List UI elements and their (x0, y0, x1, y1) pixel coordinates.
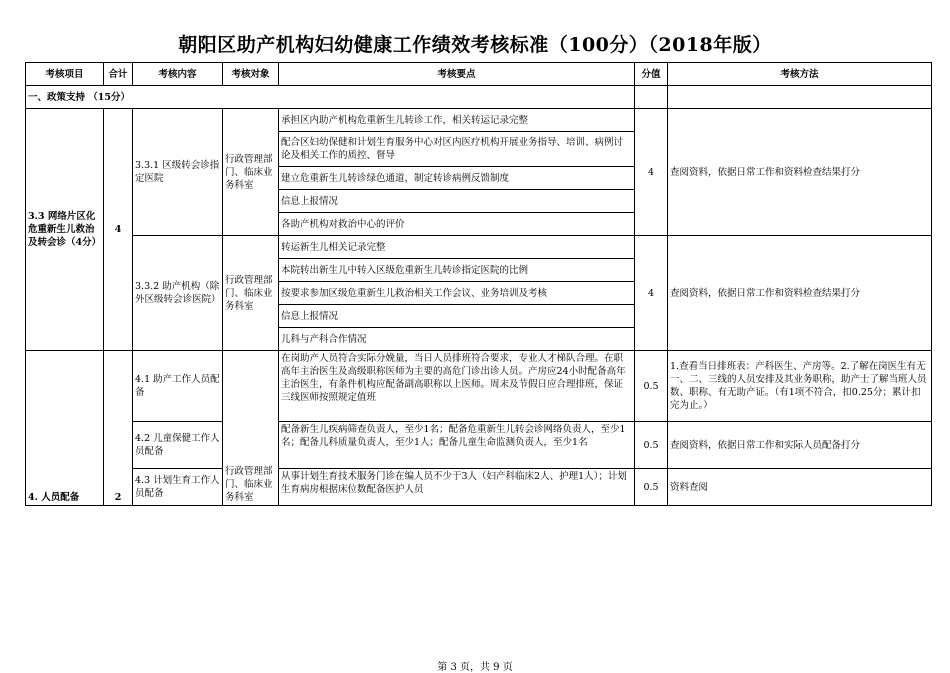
header-cell: 合计 (104, 63, 133, 86)
table-row (26, 469, 932, 506)
table-row (26, 236, 932, 259)
point-cell: 按要求参加区级危重新生儿救治相关工作会议、业务培训及考核 (279, 282, 635, 305)
section-heading: 一、政策支持 （15分） (26, 86, 635, 109)
content-cell: 4.1 助产工作人员配备 (133, 351, 223, 422)
point-cell: 从事计划生育技术服务门诊在编人员不少于3人（妇产科临床2人、护理1人）；计划生育病房根据床位数配备医护人员 (279, 469, 635, 506)
assessment-table (25, 62, 932, 506)
category-cell: 3.3 网络片区化危重新生儿救治及转会诊（4分） (26, 109, 104, 351)
point-cell: 承担区内助产机构危重新生儿转诊工作，相关转运记录完整 (279, 109, 635, 132)
content-cell: 4.2 儿童保健工作人员配备 (133, 422, 223, 469)
page-footer: 第 3 页，共 9 页 (437, 662, 513, 673)
page-title: 朝阳区助产机构妇幼健康工作绩效考核标准（100分）（2018年版） (178, 34, 772, 56)
point-cell: 转运新生儿相关记录完整 (279, 236, 635, 259)
score-cell: 0.5 (635, 422, 668, 469)
score-cell: 4 (635, 236, 668, 351)
method-cell: 资料查阅 (668, 469, 932, 506)
point-cell: 配合区妇幼保健和计划生育服务中心对区内医疗机构开展业务指导、培训、病例讨论及相关工作的质控、督导 (279, 132, 635, 167)
method-cell: 查阅资料，依据日常工作和资料检查结果打分 (668, 109, 932, 236)
score-cell: 4 (635, 109, 668, 236)
total-cell: 4 (104, 109, 133, 351)
point-cell: 配备新生儿疾病筛查负责人，至少1名；配备危重新生儿转会诊网络负责人，至少1名；配备儿科质量负责人，至少1人；配备儿童生命监测负责人，至少1名 (279, 422, 635, 469)
point-cell: 信息上报情况 (279, 305, 635, 328)
header-cell: 考核内容 (133, 63, 223, 86)
header-cell: 考核要点 (279, 63, 635, 86)
section-row (26, 86, 932, 109)
method-cell: 查阅资料，依据日常工作和资料检查结果打分 (668, 236, 932, 351)
empty-cell (635, 86, 668, 109)
header-row (26, 63, 932, 86)
point-cell: 儿科与产科合作情况 (279, 328, 635, 351)
method-cell: 1.查看当日排班表：产科医生、产房等。2.了解在岗医生有无一、二、三线的人员安排及其业务职称，助产士了解当班人员数、职称、有无助产证。（有1项不符合，扣0.25分；累计扣完为止。） (668, 351, 932, 422)
header-cell: 分值 (635, 63, 668, 86)
header-cell: 考核方法 (668, 63, 932, 86)
header-cell: 考核项目 (26, 63, 104, 86)
table-row (26, 422, 932, 469)
point-cell: 建立危重新生儿转诊绿色通道，制定转诊病例反馈制度 (279, 167, 635, 190)
method-cell: 查阅资料，依据日常工作和实际人员配备打分 (668, 422, 932, 469)
content-cell: 3.3.1 区级转会诊指定医院 (133, 109, 223, 236)
category-cell: 4. 人员配备 (26, 351, 104, 506)
table-row (26, 351, 932, 422)
point-cell: 在岗助产人员符合实际分娩量，当日人员排班符合要求，专业人才梯队合理。在职高年主治医生及高级职称医师为主要的高危门诊出诊人员。产房应24小时配备高年主治医生，有条件机构应配备副高职称以上医师。周末及节假日应合理排班，保证三线医师按照规定值班 (279, 351, 635, 422)
total-cell: 2 (104, 351, 133, 506)
content-cell: 3.3.2 助产机构（除外区级转会诊医院） (133, 236, 223, 351)
point-cell: 信息上报情况 (279, 190, 635, 213)
header-cell: 考核对象 (223, 63, 279, 86)
point-cell: 本院转出新生儿中转入区级危重新生儿转诊指定医院的比例 (279, 259, 635, 282)
table-row (26, 109, 932, 132)
target-cell: 行政管理部门、临床业务科室 (223, 236, 279, 351)
empty-cell (668, 86, 932, 109)
target-cell: 行政管理部门、临床业务科室 (223, 109, 279, 236)
target-cell: 行政管理部门、临床业务科室 (223, 351, 279, 506)
score-cell: 0.5 (635, 351, 668, 422)
score-cell: 0.5 (635, 469, 668, 506)
content-cell: 4.3 计划生育工作人员配备 (133, 469, 223, 506)
point-cell: 各助产机构对救治中心的评价 (279, 213, 635, 236)
